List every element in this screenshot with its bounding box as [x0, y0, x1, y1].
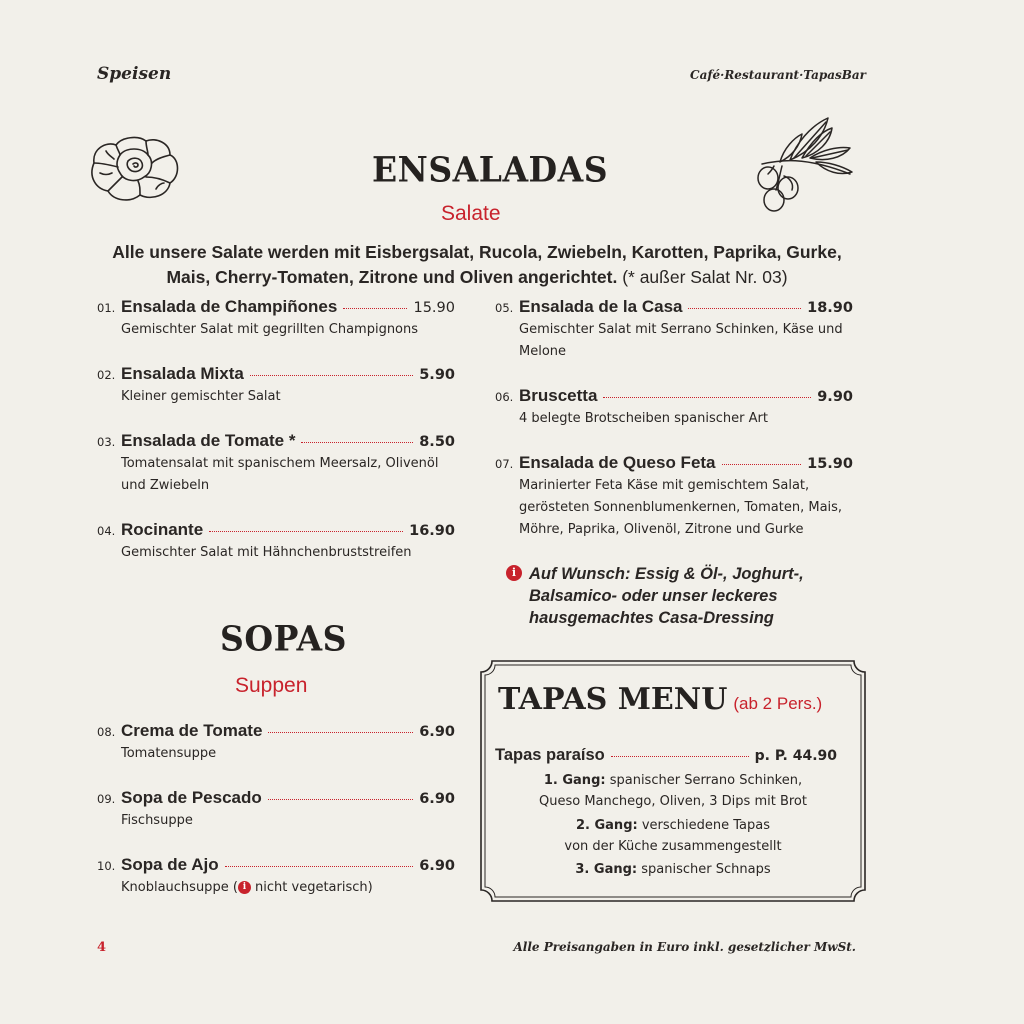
dot-leader: [209, 531, 403, 532]
item-price: 18.90: [807, 300, 853, 316]
item-price: 15.90: [807, 456, 853, 472]
olive-branch-icon: [750, 114, 854, 214]
info-icon: i: [238, 881, 251, 894]
item-price: 15.90: [413, 300, 455, 316]
item-description: Kleiner gemischter Salat: [121, 389, 281, 404]
item-number: 06.: [495, 390, 514, 404]
item-description: Marinierter Feta Käse mit gemischtem Salat, gerösteten Sonnenblumenkernen, Tomaten, Mais, Möhre, Paprika, Olivenöl, Zitrone und Gurke: [519, 478, 843, 537]
sopas-title: SOPAS: [220, 618, 347, 659]
item-price: 16.90: [409, 523, 455, 539]
tapas-title-text: TAPAS MENU: [498, 682, 728, 717]
course-text: spanischer Serrano Schinken,: [605, 773, 803, 788]
item-name: Ensalada de Champiñones: [121, 297, 338, 316]
ensaladas-title: ENSALADAS: [372, 149, 609, 190]
salad-intro-note: (* außer Salat Nr. 03): [622, 267, 788, 287]
item-price: 6.90: [419, 724, 455, 740]
dot-leader: [225, 866, 414, 867]
dot-leader: [250, 375, 413, 376]
price-disclaimer: Alle Preisangaben in Euro inkl. gesetzlicher MwSt.: [513, 940, 856, 954]
item-name: Ensalada de la Casa: [519, 297, 683, 316]
item-number: 05.: [495, 301, 514, 315]
dot-leader: [268, 799, 413, 800]
item-description: Gemischter Salat mit Serrano Schinken, Käse und Melone: [519, 322, 843, 359]
item-number: 10.: [97, 859, 116, 873]
item-name: Ensalada Mixta: [121, 364, 244, 383]
item-price: 5.90: [419, 367, 455, 383]
dot-leader: [722, 464, 802, 465]
dot-leader: [603, 397, 811, 398]
item-name: Rocinante: [121, 520, 204, 539]
rose-icon: [86, 133, 184, 205]
course-text: spanischer Schnaps: [637, 862, 771, 877]
tapas-persons: (ab 2 Pers.): [733, 694, 823, 713]
desc-part: nicht vegetarisch): [250, 880, 373, 895]
menu-item: [97, 721, 455, 765]
item-number: 03.: [97, 435, 116, 449]
course-text: Queso Manchego, Oliven, 3 Dips mit Brot: [539, 794, 807, 809]
tapas-title: [498, 682, 822, 717]
course-1: [480, 770, 866, 812]
item-price: 6.90: [419, 858, 455, 874]
item-description: Gemischter Salat mit Hähnchenbruststreifen: [121, 545, 412, 560]
item-description: Tomatensuppe: [121, 746, 217, 761]
tapas-menu-box: [480, 660, 866, 902]
dot-leader: [301, 442, 413, 443]
tapas-item: [495, 746, 837, 765]
item-number: 01.: [97, 301, 116, 315]
tapas-price: p. P. 44.90: [754, 748, 837, 764]
course-label: 1. Gang:: [543, 773, 606, 788]
menu-item: [97, 431, 455, 497]
item-name: Bruscetta: [519, 386, 598, 405]
item-description: Tomatensalat mit spanischem Meersalz, Olivenöl und Zwiebeln: [121, 456, 439, 493]
tapas-name: Tapas paraíso: [495, 746, 605, 764]
item-price: 8.50: [419, 434, 455, 450]
course-3: [480, 859, 866, 880]
dot-leader: [343, 308, 407, 309]
item-name: Sopa de Ajo: [121, 855, 219, 874]
menu-item: [97, 788, 455, 832]
page-number: 4: [97, 940, 107, 955]
item-description: [121, 877, 455, 899]
suppen-subtitle: Suppen: [235, 674, 308, 697]
menu-item: [495, 386, 853, 430]
dressing-note-text: Auf Wunsch: Essig & Öl-, Joghurt-, Balsamico- oder unser leckeres hausgemachtes Casa-Dressing: [529, 565, 804, 627]
dot-leader: [611, 756, 749, 757]
menu-item: [97, 855, 455, 899]
item-number: 04.: [97, 524, 116, 538]
restaurant-tagline: Café·Restaurant·TapasBar: [690, 68, 866, 82]
course-text: von der Küche zusammengestellt: [564, 839, 782, 854]
desc-part: Knoblauchsuppe (: [121, 880, 238, 895]
course-label: 3. Gang:: [575, 862, 638, 877]
item-name: Ensalada de Queso Feta: [519, 453, 716, 472]
item-name: Ensalada de Tomate *: [121, 431, 296, 450]
item-description: Gemischter Salat mit gegrillten Champignons: [121, 322, 419, 337]
menu-item: [97, 520, 455, 564]
course-label: 2. Gang:: [575, 818, 638, 833]
dot-leader: [268, 732, 413, 733]
item-number: 02.: [97, 368, 116, 382]
item-number: 09.: [97, 792, 116, 806]
menu-item: [495, 297, 853, 363]
salad-intro-text: Alle unsere Salate werden mit Eisbergsalat, Rucola, Zwiebeln, Karotten, Paprika, Gurke, Mais, Cherry-Tomaten, Zitrone und Oliven angerichtet.: [112, 242, 842, 287]
item-description: 4 belegte Brotscheiben spanischer Art: [519, 411, 768, 426]
item-number: 07.: [495, 457, 514, 471]
item-price: 6.90: [419, 791, 455, 807]
dot-leader: [688, 308, 801, 309]
item-name: Sopa de Pescado: [121, 788, 262, 807]
section-header: Speisen: [97, 64, 172, 84]
item-description: Fischsuppe: [121, 813, 193, 828]
salad-intro: [92, 240, 862, 290]
course-2: [480, 815, 866, 857]
item-number: 08.: [97, 725, 116, 739]
menu-item: [97, 297, 455, 341]
menu-item: [495, 453, 853, 541]
item-name: Crema de Tomate: [121, 721, 263, 740]
salate-subtitle: Salate: [441, 202, 501, 225]
menu-item: [97, 364, 455, 408]
info-icon: i: [506, 565, 522, 581]
item-price: 9.90: [817, 389, 853, 405]
course-text: verschiedene Tapas: [637, 818, 771, 833]
